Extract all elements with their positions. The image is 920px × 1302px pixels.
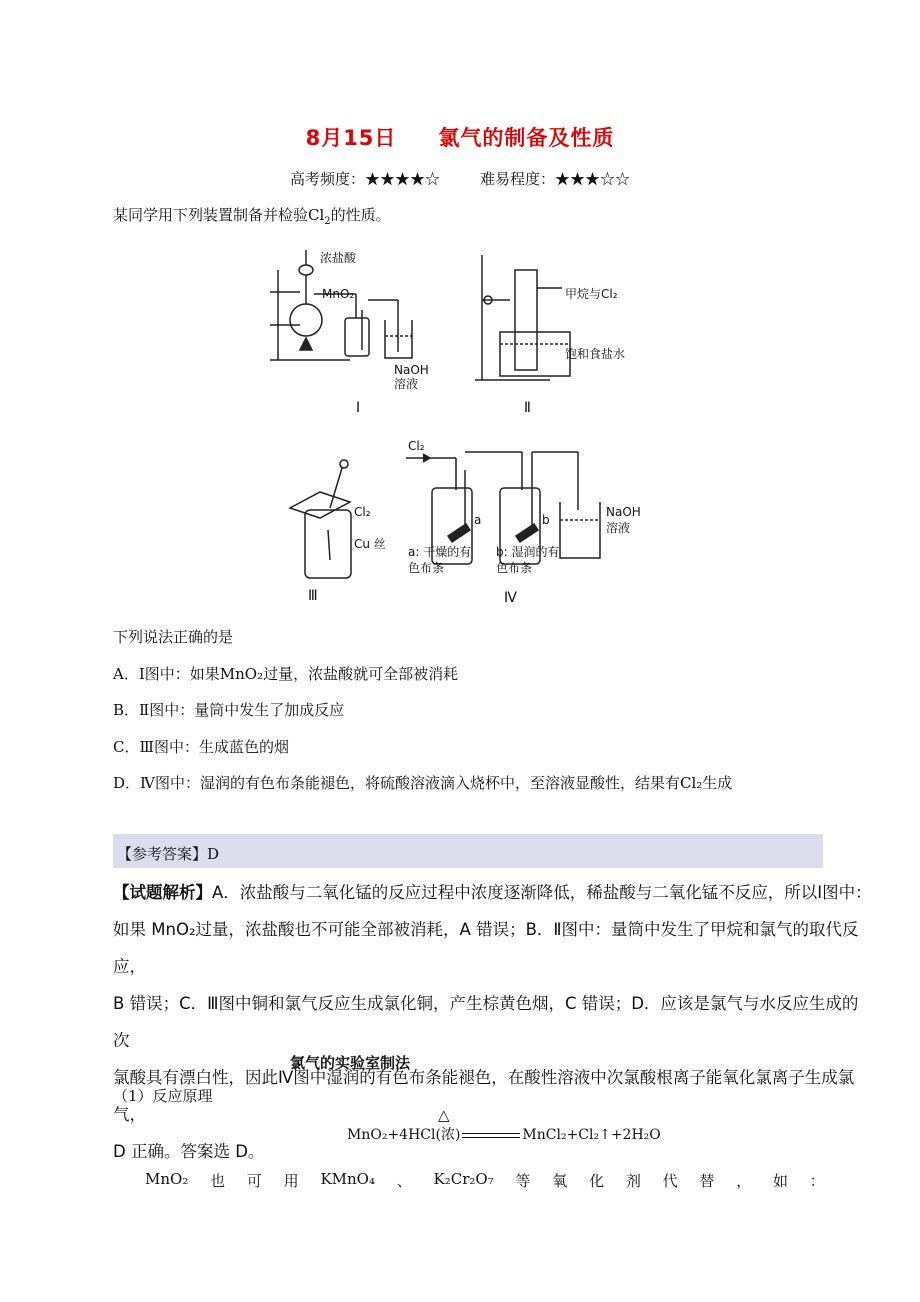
- answer-label: 【参考答案】D: [117, 845, 220, 863]
- label-a: a: [474, 513, 482, 527]
- figure-ii: [475, 255, 625, 416]
- label-cu-wire: Cu 丝: [354, 537, 386, 551]
- rating-line: [0, 168, 920, 189]
- label-hcl: 浓盐酸: [320, 251, 357, 265]
- spread-line: MnO₂ 也 可 用 KMnO₄ 、 K₂Cr₂O₇ 等 氧 化 剂 代 替 ， 如 ：: [145, 1170, 825, 1190]
- figure-iii: [290, 460, 386, 604]
- explanation-line: 【试题解析】A．浓盐酸与二氧化锰的反应过程中浓度逐渐降低，稀盐酸与二氧化锰不反应，所以Ⅰ图中：: [113, 883, 872, 902]
- label-solution-1: 溶液: [394, 377, 419, 391]
- label-cl2-iv: Cl₂: [408, 439, 425, 453]
- title-date: 8月15日: [305, 126, 397, 150]
- label-fig-i: Ⅰ: [356, 400, 361, 416]
- label-fig-iii: Ⅲ: [308, 588, 318, 604]
- figure-i: [270, 250, 429, 416]
- reaction-equation: △ MnO₂+4HCl(浓) MnCl₂+Cl₂↑+2H₂O: [347, 1106, 661, 1143]
- explanation-line: B 错误；C．Ⅲ图中铜和氯气反应生成氯化铜，产生棕黄色烟，C 错误；D．应该是氯气与水反应生成的次: [113, 994, 859, 1050]
- label-solution-iv: 溶液: [606, 521, 631, 535]
- section-item-1: （1）反应原理: [113, 1087, 213, 1105]
- label-b-desc2: 色布条: [496, 561, 533, 575]
- frequency-stars: ★★★★☆: [364, 170, 440, 188]
- label-a-desc2: 色布条: [408, 561, 445, 575]
- label-mno2: MnO₂: [322, 287, 355, 301]
- label-a-desc1: a: 干燥的有: [408, 545, 472, 559]
- label-naoh-1: NaOH: [394, 363, 429, 377]
- label-cl2-iii: Cl₂: [354, 505, 371, 519]
- label-fig-iv: Ⅳ: [504, 590, 517, 606]
- label-naoh-iv: NaOH: [606, 505, 641, 519]
- answer-bar: [113, 834, 823, 868]
- equals-sign: [462, 1133, 520, 1138]
- explanation-line: D 正确。答案选 D。: [113, 1142, 265, 1161]
- frequency-label: 高考频度：: [289, 170, 365, 188]
- apparatus-figure: [260, 240, 680, 612]
- question-stem: 某同学用下列装置制备并检验$Cl_2$的性质。: [113, 206, 391, 227]
- difficulty-stars: ★★★☆☆: [555, 170, 631, 188]
- option-d: D．Ⅳ图中：湿润的有色布条能褪色，将硫酸溶液滴入烧杯中，至溶液显酸性，结果有Cl₂生成: [113, 774, 733, 792]
- label-b: b: [542, 513, 550, 527]
- label-methane: 甲烷与Cl₂: [565, 287, 618, 301]
- heat-symbol: △: [438, 1106, 450, 1124]
- label-brine: 饱和食盐水: [565, 347, 626, 361]
- title-topic: 氯气的制备及性质: [438, 126, 615, 150]
- page-title: [0, 122, 920, 152]
- label-fig-ii: Ⅱ: [524, 400, 531, 416]
- explanation-line: 氯酸具有漂白性，因此Ⅳ图中湿润的有色布条能褪色，在酸性溶液中次氯酸根离子能氧化氯离子生成氯气，: [113, 1068, 855, 1124]
- option-a: A．Ⅰ图中：如果MnO₂过量，浓盐酸就可全部被消耗: [113, 665, 459, 683]
- section-title: 氯气的实验室制法: [290, 1054, 411, 1072]
- option-b: B．Ⅱ图中：量筒中发生了加成反应: [113, 701, 345, 719]
- label-b-desc1: b: 湿润的有: [496, 545, 560, 559]
- option-c: C．Ⅲ图中：生成蓝色的烟: [113, 738, 289, 756]
- figure-iv: [406, 439, 641, 606]
- question-prompt: 下列说法正确的是: [113, 628, 234, 646]
- explanation-line: 如果 MnO₂过量，浓盐酸也不可能全部被消耗，A 错误；B．Ⅱ图中：量筒中发生了甲烷和氯气的取代反应，: [113, 920, 859, 976]
- difficulty-label: 难易程度：: [480, 170, 556, 188]
